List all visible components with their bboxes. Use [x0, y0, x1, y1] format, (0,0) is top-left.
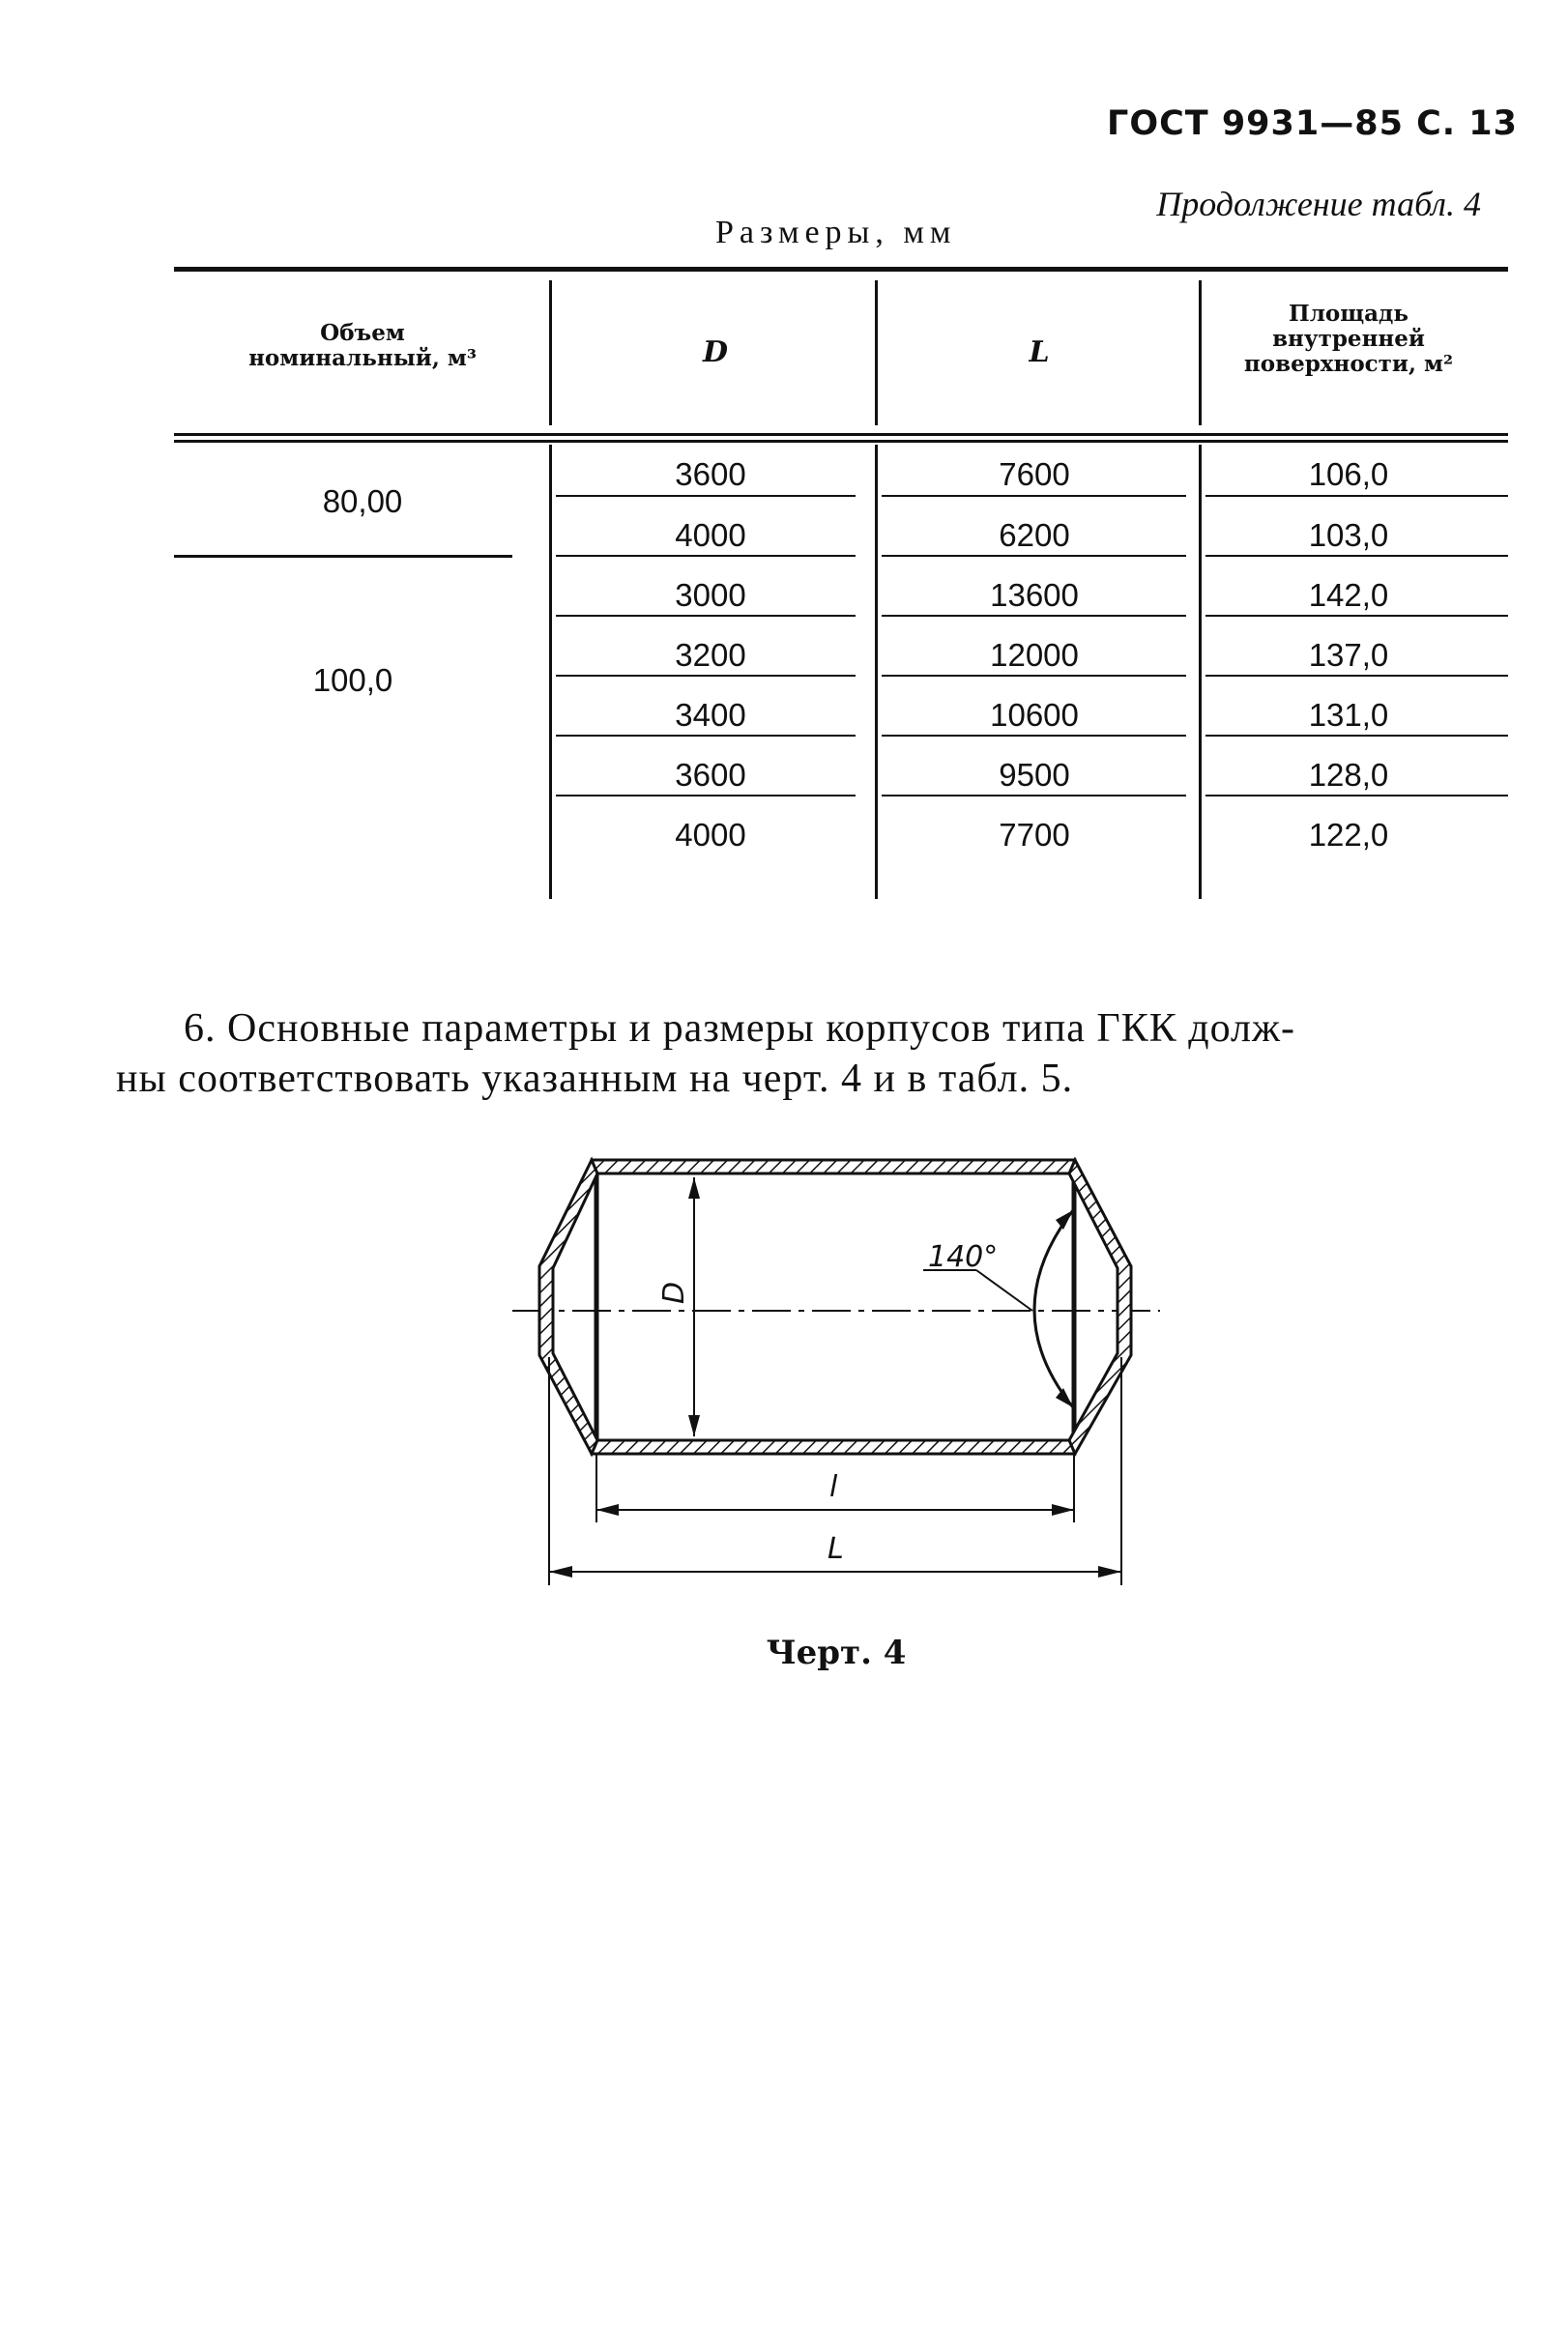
header-rule — [174, 433, 1508, 436]
cell-l: 7700 — [999, 817, 1070, 853]
bottom-wall — [592, 1440, 1075, 1454]
header-separator — [549, 280, 552, 425]
cell-d: 4000 — [675, 517, 746, 553]
row-rule — [556, 795, 856, 796]
row-rule — [882, 615, 1186, 617]
cell-l: 10600 — [990, 697, 1079, 733]
group-separator-rule — [174, 555, 512, 558]
row-rule — [1205, 615, 1508, 617]
dimension-label-d: D — [657, 1281, 691, 1304]
column-header-l: L — [1029, 335, 1050, 369]
cell-area: 137,0 — [1308, 637, 1389, 673]
volume-cell: 100,0 — [312, 662, 393, 698]
table-continuation-label: Продолжение табл. 4 — [1156, 185, 1481, 223]
body-separator — [1199, 445, 1202, 899]
row-rule — [556, 615, 856, 617]
cell-d: 3600 — [675, 757, 746, 793]
vessel-drawing — [483, 1141, 1179, 1605]
row-rule — [1205, 795, 1508, 796]
row-rule — [556, 735, 856, 737]
cell-area: 131,0 — [1308, 697, 1389, 733]
cell-area: 142,0 — [1308, 577, 1389, 613]
row-rule — [882, 675, 1186, 677]
top-wall — [592, 1160, 1075, 1173]
document-header: ГОСТ 9931—85 С. 13 — [1107, 104, 1518, 143]
cell-l: 13600 — [990, 577, 1079, 613]
row-rule — [1205, 495, 1508, 497]
row-rule — [556, 675, 856, 677]
dimension-label-l-small: l — [829, 1470, 838, 1504]
column-header-volume: Объем номинальный, м³ — [248, 320, 477, 371]
cell-d: 3400 — [675, 697, 746, 733]
row-rule — [882, 795, 1186, 796]
row-rule — [556, 555, 856, 557]
paragraph-line-2: ны соответствовать указанным на черт. 4 и в табл. 5. — [116, 1057, 1074, 1101]
row-rule — [882, 555, 1186, 557]
table-top-rule — [174, 267, 1508, 272]
cell-d: 3600 — [675, 456, 746, 492]
units-label: Размеры, мм — [715, 215, 957, 250]
row-rule — [1205, 735, 1508, 737]
header-rule — [174, 440, 1508, 443]
cell-area: 106,0 — [1308, 456, 1389, 492]
body-separator — [549, 445, 552, 899]
cell-l: 12000 — [990, 637, 1079, 673]
cell-area: 122,0 — [1308, 817, 1389, 853]
cell-d: 4000 — [675, 817, 746, 853]
header-separator — [1199, 280, 1202, 425]
angle-label: 140° — [928, 1240, 999, 1274]
column-header-area: Площадь внутренней поверхности, м² — [1243, 301, 1454, 377]
row-rule — [556, 495, 856, 497]
cell-area: 103,0 — [1308, 517, 1389, 553]
row-rule — [882, 495, 1186, 497]
cell-l: 6200 — [999, 517, 1070, 553]
header-separator — [875, 280, 878, 425]
cell-d: 3200 — [675, 637, 746, 673]
volume-cell: 80,00 — [322, 483, 403, 519]
cell-d: 3000 — [675, 577, 746, 613]
dimension-label-l-large: L — [828, 1532, 844, 1566]
paragraph-line-1: 6. Основные параметры и размеры корпусов типа ГКК долж- — [184, 1006, 1295, 1051]
row-rule — [882, 735, 1186, 737]
column-header-d: D — [702, 335, 728, 369]
figure-caption: Черт. 4 — [766, 1634, 907, 1672]
row-rule — [1205, 675, 1508, 677]
cell-area: 128,0 — [1308, 757, 1389, 793]
cell-l: 7600 — [999, 456, 1070, 492]
cell-l: 9500 — [999, 757, 1070, 793]
body-separator — [875, 445, 878, 899]
row-rule — [1205, 555, 1508, 557]
